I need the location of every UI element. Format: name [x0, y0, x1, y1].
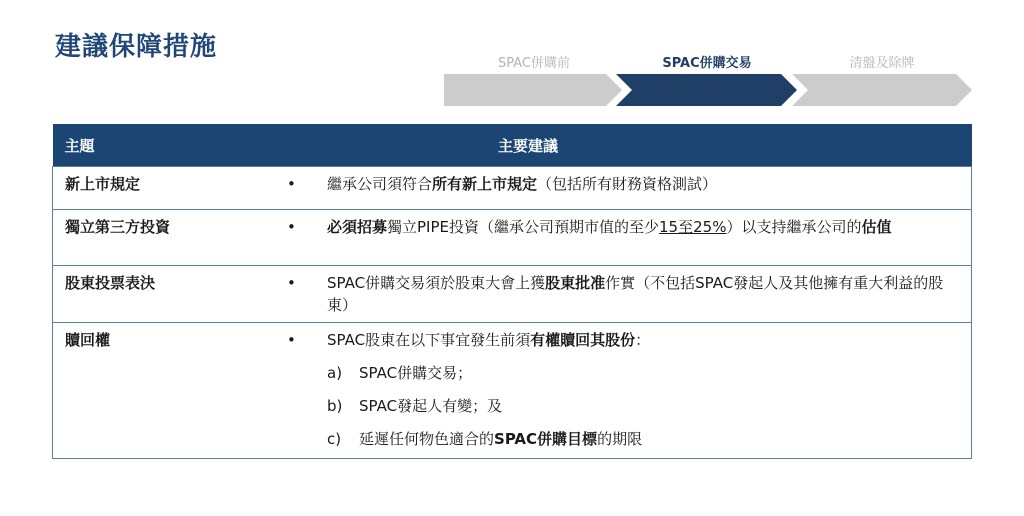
sub-item-marker: c) — [327, 430, 342, 448]
sub-item-text: SPAC併購交易； — [359, 364, 473, 382]
step-acquisition-arrow — [616, 74, 797, 106]
step-delisting-label: 清盤及除牌 — [849, 56, 915, 71]
topic-cell: 獨立第三方投資 — [53, 210, 280, 266]
sub-item — [327, 362, 959, 384]
recommendation-cell — [279, 266, 972, 323]
header-topic: 主題 — [53, 124, 280, 167]
recommendations-table — [52, 124, 972, 459]
table-row — [53, 266, 972, 323]
process-arrows — [444, 74, 974, 108]
recommendation-cell — [279, 167, 972, 210]
sub-item — [327, 428, 959, 450]
step-pre-acquisition-label: SPAC併購前 — [497, 56, 570, 71]
recommendation-text: 必須招募獨立PIPE投資（繼承公司預期市值的至少15至25%）以支持繼承公司的估值 — [327, 218, 892, 236]
table-row — [53, 210, 972, 266]
table-header-row — [53, 124, 972, 167]
step-delisting-arrow — [792, 74, 972, 106]
topic-cell: 贖回權 — [53, 323, 280, 459]
header-recommendation: 主要建議 — [279, 124, 972, 167]
step-acquisition-label: SPAC併購交易 — [662, 56, 752, 71]
recommendation-text: SPAC併購交易須於股東大會上獲股東批准作實（不包括SPAC發起人及其他擁有重大利益的股東） — [327, 274, 944, 314]
recommendation-cell — [279, 210, 972, 266]
bullet: • — [287, 175, 296, 193]
sub-item-marker: b) — [327, 397, 343, 415]
bullet: • — [287, 331, 296, 349]
sub-item-marker: a) — [327, 364, 343, 382]
table-row — [53, 323, 972, 459]
topic-cell: 新上市規定 — [53, 167, 280, 210]
step-pre-acquisition-arrow — [444, 74, 622, 106]
recommendation-text: SPAC股東在以下事宜發生前須有權贖回其股份： — [327, 331, 651, 349]
sub-item-text: 延遲任何物色適合的SPAC併購目標的期限 — [359, 430, 643, 448]
bullet: • — [287, 274, 296, 292]
table-row — [53, 167, 972, 210]
sub-item-text: SPAC發起人有變；及 — [359, 397, 503, 415]
recommendation-text: 繼承公司須符合所有新上市規定（包括所有財務資格測試） — [327, 175, 718, 193]
recommendation-cell — [279, 323, 972, 459]
topic-cell: 股東投票表決 — [53, 266, 280, 323]
bullet: • — [287, 218, 296, 236]
sub-item — [327, 395, 959, 417]
page-title: 建議保障措施 — [55, 32, 218, 62]
